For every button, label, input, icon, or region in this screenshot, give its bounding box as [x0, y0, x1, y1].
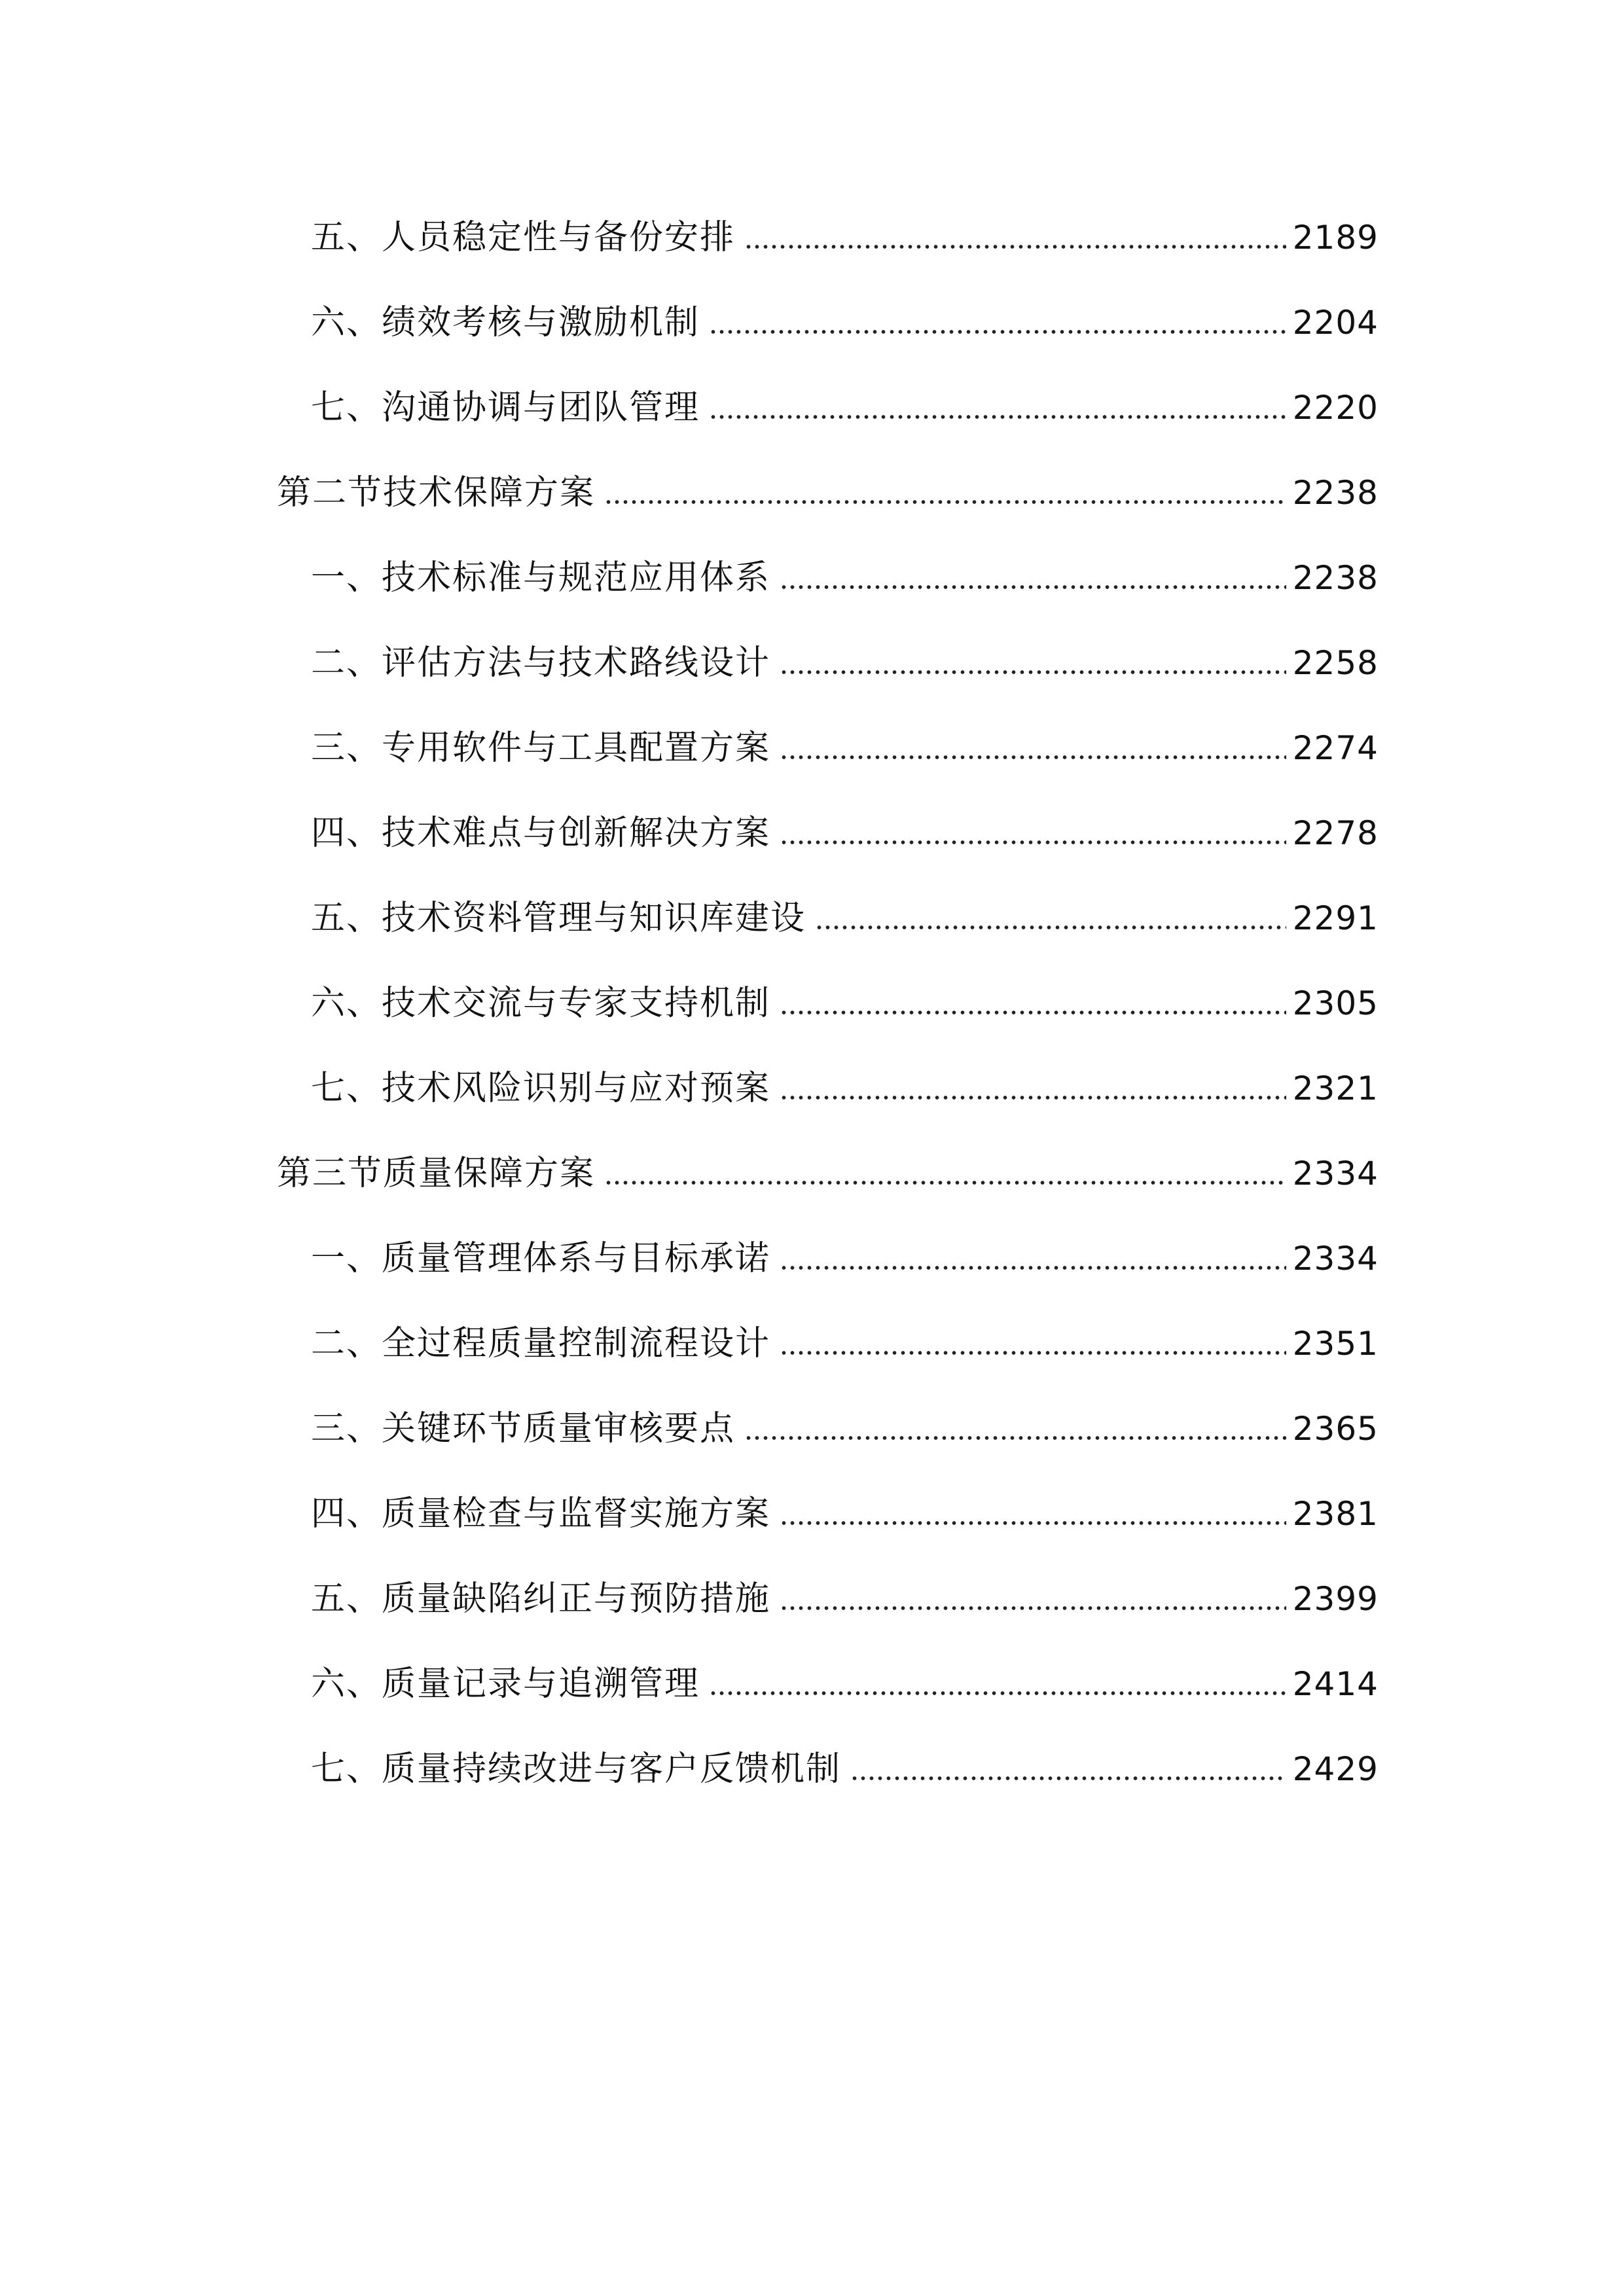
toc-page-number: 2334	[1292, 1240, 1379, 1278]
toc-entry[interactable]	[311, 211, 1379, 264]
toc-page-number: 2381	[1292, 1495, 1379, 1533]
toc-page-number: 2429	[1292, 1750, 1379, 1788]
toc-entry-title: 六、质量记录与追溯管理	[311, 1664, 700, 1704]
toc-entry-title: 七、技术风险识别与应对预案	[311, 1069, 771, 1108]
toc-page-number: 2351	[1292, 1325, 1379, 1363]
toc-page-number: 2274	[1292, 729, 1379, 767]
toc-entry[interactable]	[311, 1488, 1379, 1540]
dot-leader	[780, 1519, 1286, 1527]
toc-page-number: 2204	[1292, 304, 1379, 342]
toc-page-number: 2278	[1292, 814, 1379, 852]
dot-leader	[780, 753, 1286, 761]
toc-entry-title: 五、人员稳定性与备份安排	[311, 218, 736, 257]
toc-entry[interactable]	[311, 1403, 1379, 1455]
toc-entry[interactable]	[311, 296, 1379, 349]
dot-leader	[780, 1604, 1286, 1612]
toc-page-number: 2305	[1292, 984, 1379, 1022]
toc-entry-section[interactable]	[277, 1147, 1379, 1200]
toc-entry-title: 五、技术资料管理与知识库建设	[311, 899, 806, 938]
toc-entry-title: 第三节质量保障方案	[277, 1154, 596, 1193]
toc-page-number: 2334	[1292, 1155, 1379, 1193]
dot-leader	[604, 1179, 1286, 1187]
dot-leader	[815, 924, 1286, 931]
toc-page-number: 2220	[1292, 389, 1379, 427]
toc-entry[interactable]	[311, 1743, 1379, 1795]
toc-entry-title: 二、评估方法与技术路线设计	[311, 643, 771, 683]
toc-entry-title: 六、技术交流与专家支持机制	[311, 984, 771, 1023]
dot-leader	[780, 838, 1286, 846]
dot-leader	[850, 1774, 1286, 1782]
toc-entry-title: 一、质量管理体系与目标承诺	[311, 1239, 771, 1278]
toc-entry[interactable]	[311, 637, 1379, 689]
dot-leader	[709, 1689, 1286, 1697]
toc-entry-title: 四、技术难点与创新解决方案	[311, 814, 771, 853]
dot-leader	[780, 668, 1286, 676]
dot-leader	[709, 413, 1286, 421]
toc-page-number: 2189	[1292, 219, 1379, 257]
toc-entry[interactable]	[311, 382, 1379, 434]
toc-entry-title: 五、质量缺陷纠正与预防措施	[311, 1579, 771, 1619]
toc-page-number: 2238	[1292, 474, 1379, 512]
toc-entry[interactable]	[311, 722, 1379, 774]
dot-leader	[709, 328, 1286, 336]
toc-entry-title: 三、专用软件与工具配置方案	[311, 728, 771, 768]
toc-entry-section[interactable]	[277, 467, 1379, 519]
dot-leader	[780, 583, 1286, 591]
toc-entry[interactable]	[311, 892, 1379, 944]
toc-entry[interactable]	[311, 1658, 1379, 1710]
toc-page-number: 2365	[1292, 1410, 1379, 1448]
dot-leader	[780, 1349, 1286, 1357]
toc-entry-title: 三、关键环节质量审核要点	[311, 1409, 736, 1448]
toc-entry-title: 四、质量检查与监督实施方案	[311, 1494, 771, 1534]
toc-entry[interactable]	[311, 1232, 1379, 1285]
toc-page-number: 2258	[1292, 644, 1379, 682]
dot-leader	[780, 1009, 1286, 1016]
toc-entry[interactable]	[311, 1573, 1379, 1625]
toc-entry[interactable]	[311, 1318, 1379, 1370]
dot-leader	[780, 1094, 1286, 1102]
toc-page-number: 2399	[1292, 1580, 1379, 1618]
toc-page-number: 2238	[1292, 559, 1379, 597]
dot-leader	[604, 498, 1286, 506]
toc-entry-title: 一、技术标准与规范应用体系	[311, 558, 771, 598]
toc-entry-title: 七、质量持续改进与客户反馈机制	[311, 1749, 842, 1789]
toc-entry[interactable]	[311, 552, 1379, 604]
toc-entry-title: 七、沟通协调与团队管理	[311, 388, 700, 427]
toc-page-number: 2321	[1292, 1069, 1379, 1107]
toc-entry[interactable]	[311, 1062, 1379, 1115]
toc-entry[interactable]	[311, 977, 1379, 1030]
toc-entry[interactable]	[311, 807, 1379, 859]
dot-leader	[744, 243, 1286, 251]
dot-leader	[780, 1264, 1286, 1272]
toc-entry-title: 六、绩效考核与激励机制	[311, 303, 700, 342]
dot-leader	[744, 1434, 1286, 1442]
toc-entry-title: 第二节技术保障方案	[277, 473, 596, 512]
toc-page-number: 2414	[1292, 1665, 1379, 1703]
toc-entry-title: 二、全过程质量控制流程设计	[311, 1324, 771, 1363]
toc-page-number: 2291	[1292, 899, 1379, 937]
